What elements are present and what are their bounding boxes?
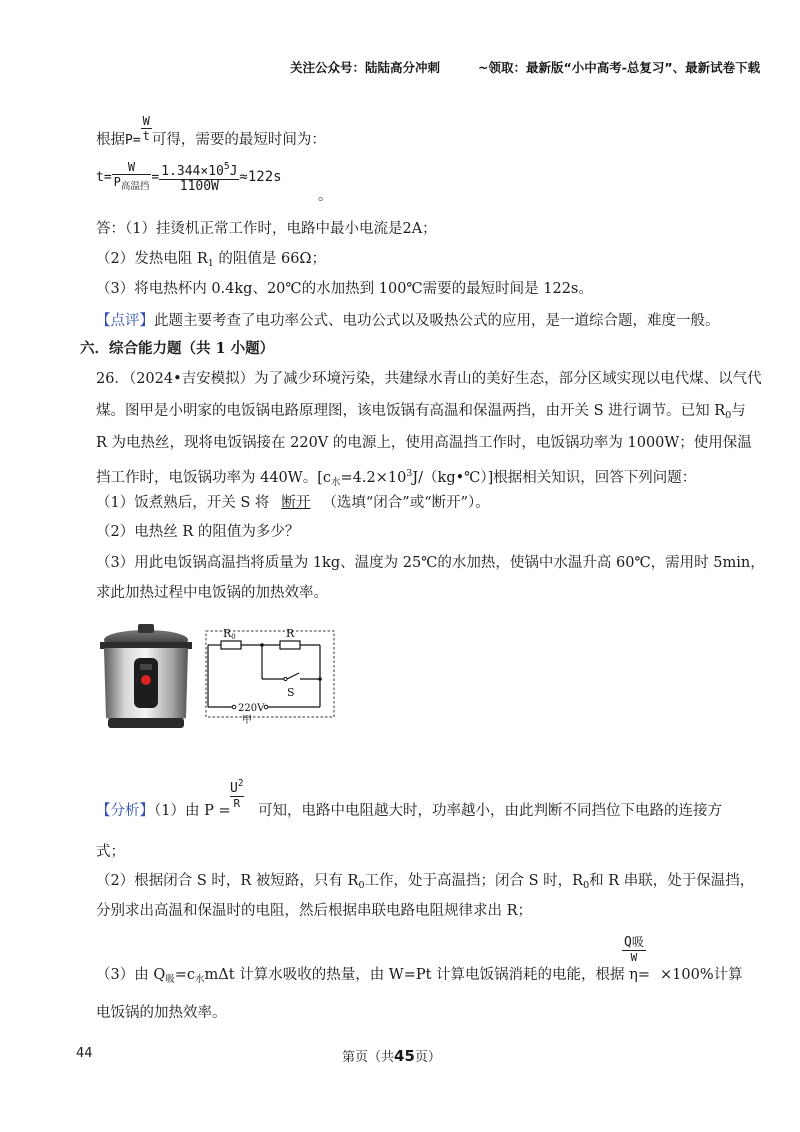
comment: 【点评】此题主要考查了电功率公式、电功公式以及吸热公式的应用，是一道综合题，难度一般。 — [96, 313, 720, 329]
header-left: 关注公众号：陆陆高分冲刺 — [290, 60, 441, 75]
question-line-2: 煤。图甲是小明家的电饭锅电路原理图，该电饭锅有高温和保温两挡，由开关 S 进行调节。已知 $R_0$与 — [96, 403, 746, 421]
question-part-2: （2）电热丝 R 的阻值为多少？ — [96, 524, 300, 540]
analysis-1-line-2: 式； — [96, 844, 125, 860]
answer-blank: 断开 — [281, 495, 311, 511]
rice-cooker-image — [96, 622, 196, 742]
svg-text:甲: 甲 — [242, 715, 252, 724]
analysis-3-line-1: （3）由 $Q_吸=c_水m\Delta t$ 计算水吸收的热量，由 W=Pt 计算电饭锅消耗的电能，根据 η= — [96, 967, 651, 985]
analysis-3-line-2: 电饭锅的加热效率。 — [96, 1005, 227, 1021]
question-part-1: （1）饭煮熟后，开关 S 将 断开 （选填“闭合”或“断开”）。 — [96, 495, 490, 511]
answer-3: （3）将电热杯内 0.4kg、20℃的水加热到 100℃需要的最短时间是 122s。 — [96, 281, 593, 297]
section-title: 六．综合能力题（共 1 小题） — [80, 340, 275, 357]
question-line-3: R 为电热丝，现将电饭锅接在 220V 的电源上，使用高温挡工作时，电饭锅功率为 1000W；使用保温 — [96, 435, 752, 451]
svg-text:R0: R0 — [223, 627, 236, 641]
question-part-3-line-1: （3）用此电饭锅高温挡将质量为 1kg、温度为 25℃的水加热，使锅中水温升高 60℃，需用时 5min， — [96, 555, 765, 571]
analysis-2-line-1: （2）根据闭合 S 时，R 被短路，只有 $R_0$工作，处于高温挡；闭合 S 时，$R_0$和 R 串联，处于保温挡， — [96, 873, 755, 891]
analysis-frac-3: Q吸 W — [624, 935, 644, 964]
formula-power: 根据P= $\frac{W}{t}$ 可得，需要的最短时间为： — [96, 114, 326, 148]
answer-1: 答：（1）挂烫机正常工作时，电路中最小电流是2A； — [96, 221, 437, 237]
resistor-r — [280, 641, 300, 649]
analysis-2-line-2: 分别求出高温和保温时的电阻，然后根据串联电路电阻规律求出 R； — [96, 903, 533, 919]
formula-period: 。 — [318, 188, 333, 204]
page-number: 44 — [76, 1046, 93, 1061]
svg-text:S: S — [287, 686, 295, 699]
analysis-3-line-1-rest: ×100%计算 — [660, 967, 743, 983]
circuit-diagram — [204, 624, 336, 724]
answer-2: （2）发热电阻 $R_1$ 的阻值是 66Ω； — [96, 251, 327, 269]
resistor-r0 — [221, 641, 241, 649]
svg-text:220V: 220V — [238, 703, 265, 714]
analysis-1-line-1-rest: 可知，电路中电阻越大时，功率越小，由此判断不同挡位下电路的连接方 — [258, 803, 722, 819]
page-count: 第页（共45页） — [342, 1047, 441, 1065]
question-part-3-line-2: 求此加热过程中电饭锅的加热效率。 — [96, 585, 328, 601]
switch-s — [287, 673, 299, 679]
header-right: ~领取：最新版“小中高考-总复习”、最新试卷下载 — [478, 60, 761, 75]
question-line-1: 26．（2024•吉安模拟）为了减少环境污染，共建绿水青山的美好生态，部分区域实现以电代煤、以气代 — [96, 371, 762, 387]
figure-panel — [94, 612, 344, 748]
analysis-frac-1: $U^2$ R — [230, 778, 244, 810]
svg-text:R: R — [286, 627, 295, 640]
question-line-4: 挡工作时，电饭锅功率为 440W。$[c_水=4.2\times 10^3J/(kg•℃)]$根据相关知识，回答下列问题： — [96, 468, 697, 488]
formula-time: t= $\frac{W}{P_{高温挡}}$ = $\frac{1.344\times 10^5J}{1100W}$ ≈122s — [96, 160, 282, 194]
analysis-1-line-1: 【分析】（1）由 P = — [96, 803, 231, 819]
